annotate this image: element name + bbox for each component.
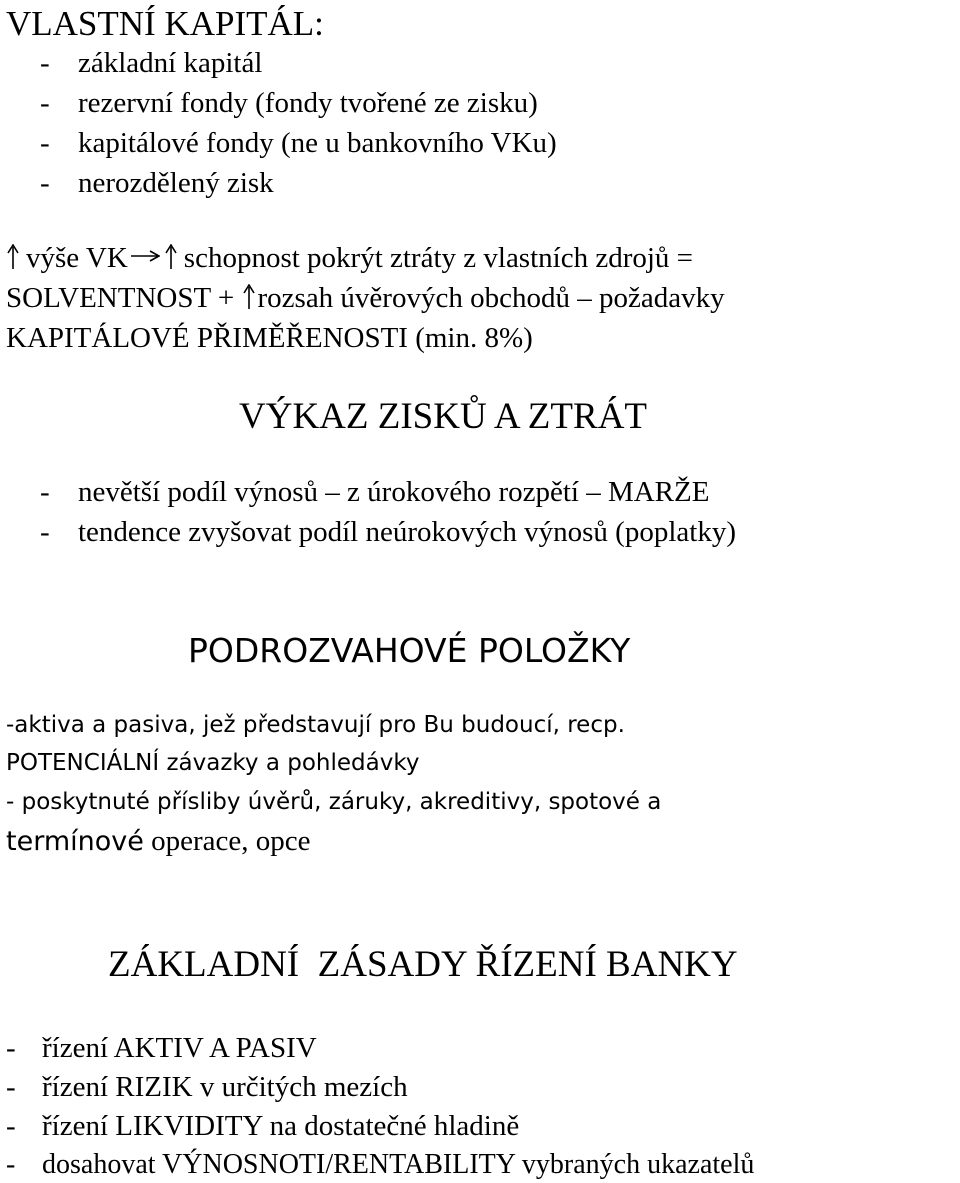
bullet-dash: - — [40, 476, 50, 508]
list-item — [40, 49, 262, 78]
list-item — [6, 1034, 317, 1063]
right-arrow-icon — [130, 249, 160, 263]
up-arrow-icon — [242, 284, 256, 310]
podrozvaha-line-3: - poskytnuté přísliby úvěrů, záruky, akreditivy, spotové a — [6, 789, 662, 815]
list-item — [6, 1112, 519, 1141]
podrozvaha-text: operace, opce — [151, 825, 311, 857]
podrozvaha-line-4 — [6, 827, 311, 856]
vk-paragraph-text: SOLVENTNOST + — [6, 282, 235, 314]
bullet-dash: - — [40, 47, 50, 79]
bullet-dash: - — [6, 1032, 16, 1064]
bullet-dash: - — [40, 127, 50, 159]
vk-paragraph-line-3: KAPITÁLOVÉ PŘIMĚŘENOSTI (min. 8%) — [6, 322, 533, 354]
bullet-dash: - — [40, 167, 50, 199]
heading-podrozvahove-polozky: PODROZVAHOVÉ POLOŽKY — [188, 631, 631, 670]
heading-zakladni-zasady: ZÁKLADNÍ ZÁSADY ŘÍZENÍ BANKY — [108, 944, 738, 985]
podrozvaha-line-2: POTENCIÁLNÍ závazky a pohledávky — [6, 750, 420, 776]
up-arrow-icon — [6, 244, 20, 270]
heading-vlastni-kapital: VLASTNÍ KAPITÁL: — [6, 4, 324, 43]
up-arrow-icon — [164, 244, 178, 270]
list-item-text: základní kapitál — [78, 47, 263, 79]
list-item-text: nevětší podíl výnosů – z úrokového rozpětí – MARŽE — [78, 476, 710, 508]
vk-paragraph-line-1 — [6, 244, 693, 273]
vk-paragraph-text: rozsah úvěrových obchodů – požadavky — [257, 282, 725, 314]
list-item — [40, 518, 736, 547]
podrozvaha-line-1: -aktiva a pasiva, jež představují pro Bu budoucí, recp. — [6, 712, 625, 738]
bullet-dash: - — [6, 1149, 16, 1180]
list-item-text: rezervní fondy (fondy tvořené ze zisku) — [78, 87, 538, 119]
bullet-dash: - — [40, 516, 50, 548]
list-item — [40, 89, 538, 118]
list-item — [40, 129, 557, 158]
vk-paragraph-text: schopnost pokrýt ztráty z vlastních zdrojů = — [183, 242, 694, 274]
list-item — [6, 1151, 754, 1179]
list-item-text: dosahovat VÝNOSNOTI/RENTABILITY vybraných ukazatelů — [42, 1149, 755, 1180]
vk-paragraph-text: výše VK — [26, 242, 128, 274]
list-item-text: řízení RIZIK v určitých mezích — [42, 1071, 408, 1103]
list-item-text: nerozdělený zisk — [78, 167, 274, 199]
podrozvaha-text: termínové — [6, 826, 144, 857]
bullet-dash: - — [6, 1110, 16, 1142]
list-item — [6, 1073, 408, 1102]
vk-paragraph-line-2 — [6, 284, 725, 313]
list-item-text: kapitálové fondy (ne u bankovního VKu) — [78, 127, 557, 159]
bullet-dash: - — [6, 1071, 16, 1103]
list-item-text: tendence zvyšovat podíl neúrokových výnosů (poplatky) — [78, 516, 736, 548]
list-item-text: řízení AKTIV A PASIV — [42, 1032, 317, 1064]
list-item — [40, 478, 709, 507]
list-item — [40, 169, 274, 198]
heading-vykaz-zisku-a-ztrat: VÝKAZ ZISKŮ A ZTRÁT — [239, 396, 648, 437]
list-item-text: řízení LIKVIDITY na dostatečné hladině — [42, 1110, 520, 1142]
bullet-dash: - — [40, 87, 50, 119]
